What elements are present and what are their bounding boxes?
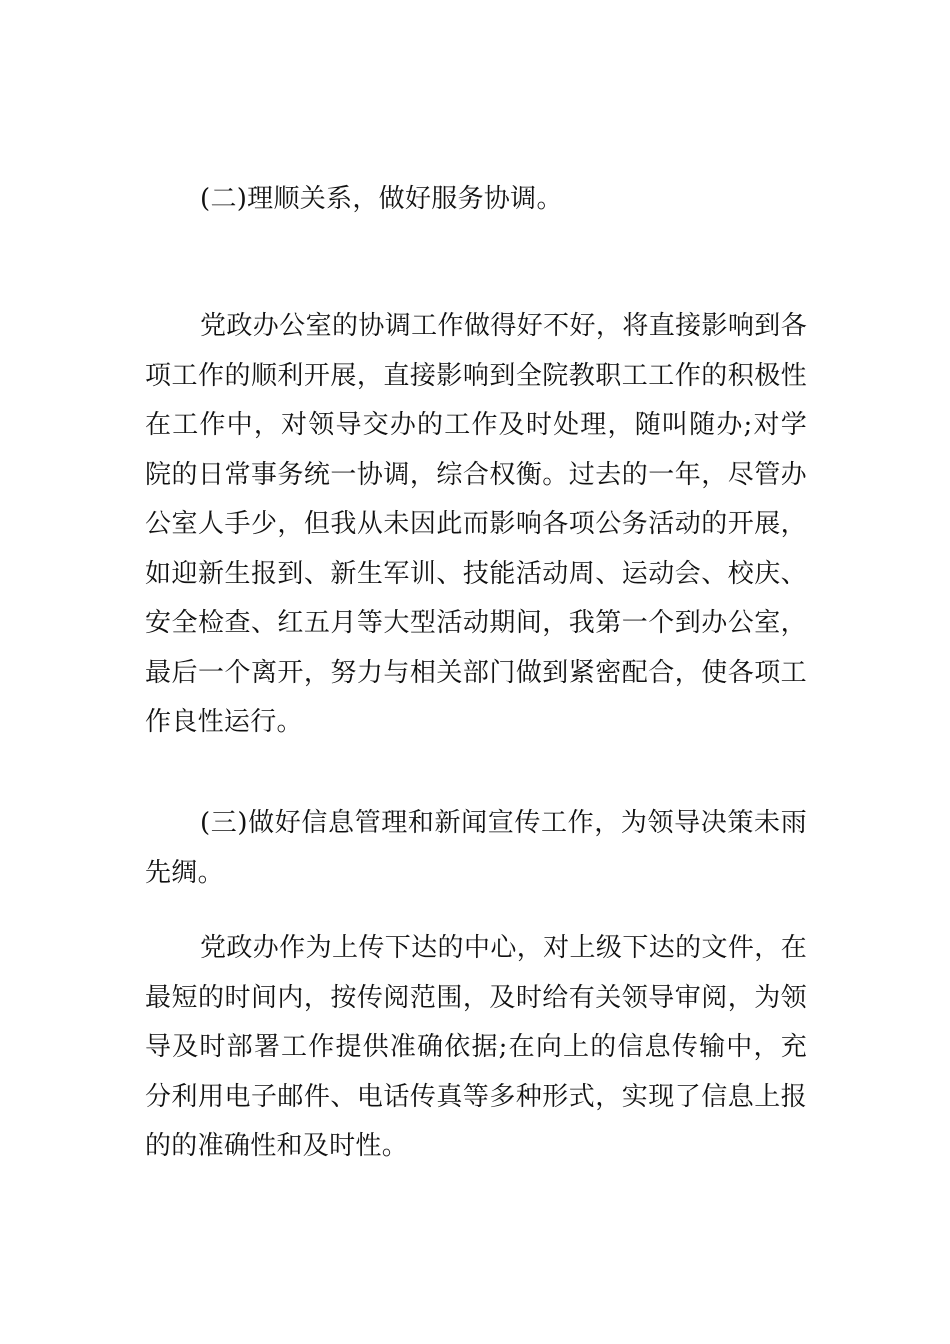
body-paragraph-coordination: 党政办公室的协调工作做得好不好，将直接影响到各项工作的顺利开展，直接影响到全院教职工工作的积极性在工作中，对领导交办的工作及时处理，随叫随办;对学院的日常事务统一协调，综合权衡。过去的一年，尽管办公室人手少，但我从未因此而影响各项公务活动的开展，如迎新生报到、新生军训、技能活动周、运动会、校庆、安全检查、红五月等大型活动期间，我第一个到办公室，最后一个离开，努力与相关部门做到紧密配合，使各项工作良性运行。 <box>145 311 807 737</box>
section-heading-3: (三)做好信息管理和新闻宣传工作，为领导决策未雨先绸。 <box>145 808 807 888</box>
section-heading-2: (二)理顺关系，做好服务协调。 <box>200 184 563 214</box>
body-paragraph-information: 党政办作为上传下达的中心，对上级下达的文件，在最短的时间内，按传阅范围，及时给有关领导审阅，为领导及时部署工作提供准确依据;在向上的信息传输中，充分利用电子邮件、电话传真等多种形式，实现了信息上报的的准确性和及时性。 <box>145 933 807 1161</box>
